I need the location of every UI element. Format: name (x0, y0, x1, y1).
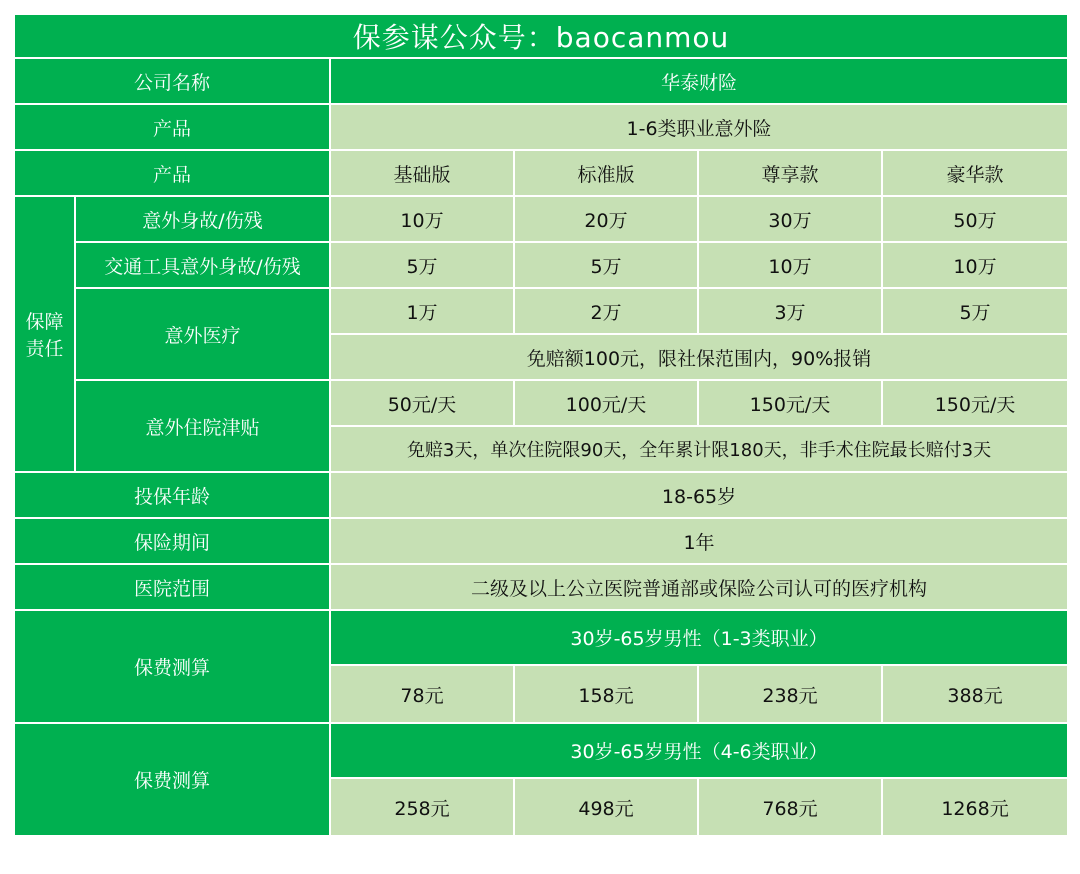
medical-note: 免赔额100元，限社保范围内，90%报销 (330, 334, 1068, 380)
table-cell: 1268元 (882, 778, 1068, 836)
table-cell: 158元 (514, 665, 698, 723)
premium-1-header: 30岁-65岁男性（1-3类职业） (330, 610, 1068, 665)
table-cell: 50万 (882, 196, 1068, 242)
table-cell: 10万 (330, 196, 514, 242)
age-value: 18-65岁 (330, 472, 1068, 518)
coverage-group-label-line1: 保障 (25, 311, 64, 333)
traffic-death-label: 交通工具意外身故/伤残 (75, 242, 330, 288)
age-label: 投保年龄 (14, 472, 330, 518)
table-cell: 10万 (882, 242, 1068, 288)
table-cell: 20万 (514, 196, 698, 242)
table-cell: 498元 (514, 778, 698, 836)
plan-premium: 尊享款 (698, 150, 882, 196)
premium-2-label: 保费测算 (14, 723, 330, 836)
company-label: 公司名称 (14, 58, 330, 104)
table-cell: 1万 (330, 288, 514, 334)
product-value: 1-6类职业意外险 (330, 104, 1068, 150)
plan-luxury: 豪华款 (882, 150, 1068, 196)
plan-standard: 标准版 (514, 150, 698, 196)
table-cell: 388元 (882, 665, 1068, 723)
table-cell: 150元/天 (882, 380, 1068, 426)
page-title: 保参谋公众号：baocanmou (14, 14, 1068, 58)
period-value: 1年 (330, 518, 1068, 564)
accident-death-label: 意外身故/伤残 (75, 196, 330, 242)
table-cell: 768元 (698, 778, 882, 836)
medical-label: 意外医疗 (75, 288, 330, 380)
premium-2-header: 30岁-65岁男性（4-6类职业） (330, 723, 1068, 778)
table-cell: 5万 (882, 288, 1068, 334)
hospital-scope-label: 医院范围 (14, 564, 330, 610)
hospital-allowance-label: 意外住院津贴 (75, 380, 330, 472)
hospital-scope-value: 二级及以上公立医院普通部或保险公司认可的医疗机构 (330, 564, 1068, 610)
table-cell: 238元 (698, 665, 882, 723)
plan-basic: 基础版 (330, 150, 514, 196)
coverage-group-label (14, 196, 75, 472)
table-cell: 2万 (514, 288, 698, 334)
table-cell: 5万 (330, 242, 514, 288)
insurance-table (13, 13, 1069, 837)
table-cell: 150元/天 (698, 380, 882, 426)
table-cell: 5万 (514, 242, 698, 288)
hospital-allowance-note: 免赔3天，单次住院限90天，全年累计限180天，非手术住院最长赔付3天 (330, 426, 1068, 472)
table-cell: 78元 (330, 665, 514, 723)
company-value: 华泰财险 (330, 58, 1068, 104)
plans-label: 产品 (14, 150, 330, 196)
table-cell: 50元/天 (330, 380, 514, 426)
table-cell: 3万 (698, 288, 882, 334)
table-cell: 100元/天 (514, 380, 698, 426)
coverage-group-label-line2: 责任 (25, 338, 64, 360)
period-label: 保险期间 (14, 518, 330, 564)
table-cell: 258元 (330, 778, 514, 836)
table-cell: 10万 (698, 242, 882, 288)
premium-1-label: 保费测算 (14, 610, 330, 723)
product-label: 产品 (14, 104, 330, 150)
table-cell: 30万 (698, 196, 882, 242)
